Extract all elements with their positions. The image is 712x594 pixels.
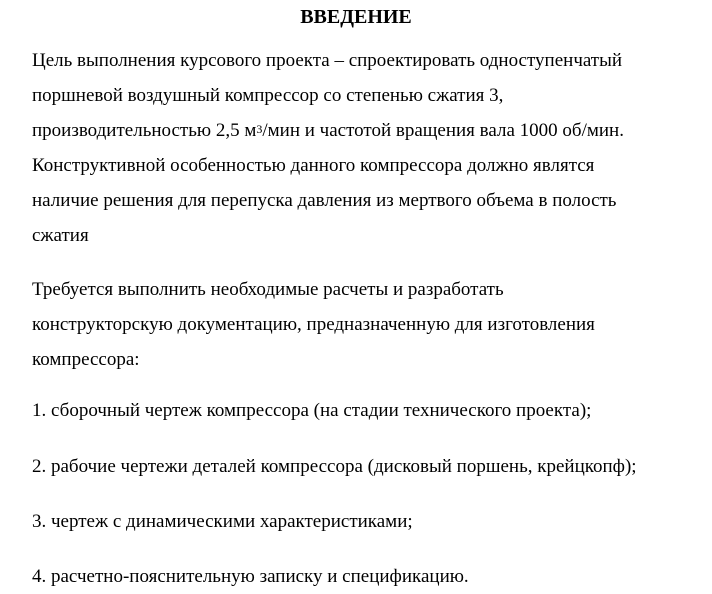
intro-line-3-rest: /мин и частотой вращения вала 1000 об/мин. — [262, 120, 624, 141]
intro-line-1: Цель выполнения курсового проекта – спроектировать одноступенчатый — [32, 50, 623, 71]
list-item: 4. расчетно-пояснительную записку и спецификацию. — [32, 566, 469, 587]
intro-line-5: наличие решения для перепуска давления из мертвого объема в полость — [32, 190, 617, 211]
intro-paragraph — [32, 43, 702, 253]
intro-line-4: Конструктивной особенностью данного компрессора должно являтся — [32, 155, 595, 176]
list-item: 3. чертеж с динамическими характеристиками; — [32, 511, 413, 532]
requirement-paragraph — [32, 272, 702, 377]
list-item: 2. рабочие чертежи деталей компрессора (дисковый поршень, крейцкопф); — [32, 456, 637, 477]
requirement-line-3: компрессора: — [32, 349, 140, 370]
page-title: ВВЕДЕНИЕ — [300, 6, 412, 28]
cubic-superscript: 3 — [256, 122, 263, 136]
requirement-line-2: конструкторскую документацию, предназначенную для изготовления — [32, 314, 595, 335]
intro-line-2: поршневой воздушный компрессор со степенью сжатия 3, — [32, 85, 504, 106]
requirement-line-1: Требуется выполнить необходимые расчеты и разработать — [32, 279, 504, 300]
intro-line-3-text: производительностью 2,5 м — [32, 120, 257, 141]
intro-line-3 — [32, 113, 702, 148]
list-item: 1. сборочный чертеж компрессора (на стадии технического проекта); — [32, 400, 592, 421]
intro-line-6: сжатия — [32, 225, 89, 246]
